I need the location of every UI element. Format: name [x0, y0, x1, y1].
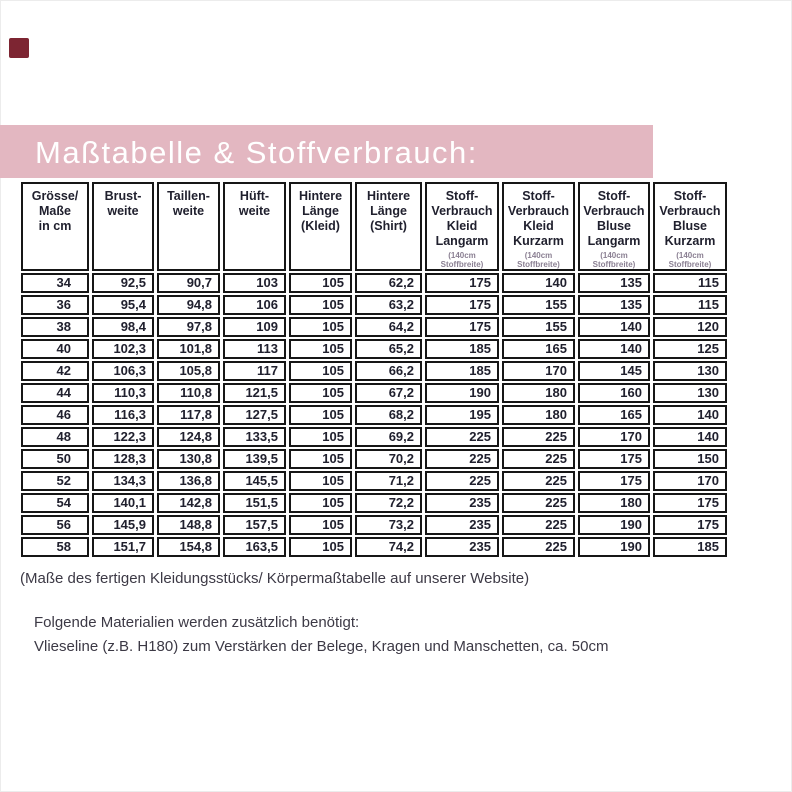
table-cell: 170: [653, 471, 727, 491]
column-header: Hintere Länge (Shirt): [355, 182, 422, 271]
table-header-row: [21, 182, 727, 271]
table-row: [21, 295, 727, 315]
table-cell: 115: [653, 273, 727, 293]
table-cell: 105: [289, 449, 352, 469]
table-cell: 105: [289, 537, 352, 557]
table-row: [21, 493, 727, 513]
column-header: Taillen- weite: [157, 182, 220, 271]
table-cell: 175: [653, 493, 727, 513]
table-cell: 140,1: [92, 493, 154, 513]
size-cell: 52: [21, 471, 89, 491]
size-cell: 46: [21, 405, 89, 425]
column-header: Grösse/ Maße in cm: [21, 182, 89, 271]
column-header-subnote: (140cm Stoffbreite): [517, 251, 560, 269]
table-cell: 148,8: [157, 515, 220, 535]
table-cell: 155: [502, 295, 575, 315]
table-cell: 101,8: [157, 339, 220, 359]
table-cell: 225: [425, 427, 499, 447]
table-cell: 69,2: [355, 427, 422, 447]
column-header-subnote: (140cm Stoffbreite): [592, 251, 636, 269]
table-row: [21, 427, 727, 447]
table-cell: 67,2: [355, 383, 422, 403]
column-header: Hüft- weite: [223, 182, 286, 271]
table-cell: 110,3: [92, 383, 154, 403]
table-cell: 157,5: [223, 515, 286, 535]
table-cell: 185: [653, 537, 727, 557]
table-cell: 113: [223, 339, 286, 359]
table-cell: 105: [289, 317, 352, 337]
table-cell: 106,3: [92, 361, 154, 381]
table-cell: 109: [223, 317, 286, 337]
size-cell: 34: [21, 273, 89, 293]
table-cell: 175: [425, 295, 499, 315]
table-cell: 160: [578, 383, 650, 403]
column-header-subnote: (140cm Stoffbreite): [440, 251, 484, 269]
table-cell: 145,5: [223, 471, 286, 491]
table-cell: 225: [425, 471, 499, 491]
table-cell: 170: [502, 361, 575, 381]
table-cell: 154,8: [157, 537, 220, 557]
table-cell: 190: [578, 537, 650, 557]
table-cell: 175: [425, 317, 499, 337]
title-band: [0, 125, 653, 178]
table-cell: 175: [578, 449, 650, 469]
table-row: [21, 339, 727, 359]
table-cell: 185: [425, 339, 499, 359]
materials-detail: Vlieseline (z.B. H180) zum Verstärken der Belege, Kragen und Manschetten, ca. 50cm: [34, 638, 609, 655]
table-cell: 94,8: [157, 295, 220, 315]
table-cell: 235: [425, 493, 499, 513]
column-header-subnote: (140cm Stoffbreite): [668, 251, 712, 269]
table-cell: 175: [425, 273, 499, 293]
table-cell: 170: [578, 427, 650, 447]
table-cell: 73,2: [355, 515, 422, 535]
table-row: [21, 317, 727, 337]
table-cell: 105: [289, 339, 352, 359]
table-cell: 235: [425, 515, 499, 535]
table-cell: 165: [578, 405, 650, 425]
table-row: [21, 471, 727, 491]
table-cell: 105: [289, 405, 352, 425]
table-cell: 140: [653, 427, 727, 447]
table-footnote: (Maße des fertigen Kleidungsstücks/ Körpermaßtabelle auf unserer Website): [20, 570, 530, 587]
table-row: [21, 449, 727, 469]
table-cell: 90,7: [157, 273, 220, 293]
table-cell: 105: [289, 427, 352, 447]
table-cell: 235: [425, 537, 499, 557]
table-cell: 72,2: [355, 493, 422, 513]
table-cell: 151,7: [92, 537, 154, 557]
table-cell: 225: [425, 449, 499, 469]
table-cell: 155: [502, 317, 575, 337]
table-cell: 175: [578, 471, 650, 491]
table-cell: 225: [502, 515, 575, 535]
table-cell: 130: [653, 361, 727, 381]
table-cell: 106: [223, 295, 286, 315]
table-cell: 139,5: [223, 449, 286, 469]
table-cell: 97,8: [157, 317, 220, 337]
table-cell: 190: [425, 383, 499, 403]
column-header: Brust- weite: [92, 182, 154, 271]
corner-marker: [9, 38, 29, 58]
column-header: Stoff- Verbrauch Bluse Langarm (140cm Stoffbreite): [578, 182, 650, 271]
table-cell: 105: [289, 361, 352, 381]
table-cell: 225: [502, 471, 575, 491]
table-cell: 117: [223, 361, 286, 381]
table-row: [21, 515, 727, 535]
table-cell: 62,2: [355, 273, 422, 293]
table-cell: 105: [289, 383, 352, 403]
table-cell: 66,2: [355, 361, 422, 381]
table-cell: 225: [502, 427, 575, 447]
table-cell: 105: [289, 295, 352, 315]
table-cell: 95,4: [92, 295, 154, 315]
table-cell: 122,3: [92, 427, 154, 447]
column-header: Hintere Länge (Kleid): [289, 182, 352, 271]
table-cell: 71,2: [355, 471, 422, 491]
table-cell: 105: [289, 471, 352, 491]
table-cell: 135: [578, 295, 650, 315]
table-cell: 134,3: [92, 471, 154, 491]
size-cell: 42: [21, 361, 89, 381]
table-cell: 180: [502, 383, 575, 403]
table-cell: 128,3: [92, 449, 154, 469]
table-cell: 102,3: [92, 339, 154, 359]
materials-heading: Folgende Materialien werden zusätzlich benötigt:: [34, 614, 360, 631]
table-cell: 185: [425, 361, 499, 381]
table-cell: 130: [653, 383, 727, 403]
size-cell: 50: [21, 449, 89, 469]
table-cell: 225: [502, 449, 575, 469]
table-cell: 145,9: [92, 515, 154, 535]
table-row: [21, 537, 727, 557]
table-cell: 180: [502, 405, 575, 425]
table-cell: 116,3: [92, 405, 154, 425]
table-cell: 74,2: [355, 537, 422, 557]
table-cell: 63,2: [355, 295, 422, 315]
table-cell: 163,5: [223, 537, 286, 557]
size-cell: 54: [21, 493, 89, 513]
size-cell: 38: [21, 317, 89, 337]
table-cell: 92,5: [92, 273, 154, 293]
table-cell: 150: [653, 449, 727, 469]
size-table: [18, 180, 730, 559]
table-cell: 117,8: [157, 405, 220, 425]
table-row: [21, 273, 727, 293]
table-cell: 190: [578, 515, 650, 535]
table-cell: 151,5: [223, 493, 286, 513]
table-cell: 105: [289, 273, 352, 293]
table-cell: 121,5: [223, 383, 286, 403]
table-cell: 70,2: [355, 449, 422, 469]
table-cell: 135: [578, 273, 650, 293]
size-cell: 44: [21, 383, 89, 403]
column-header: Stoff- Verbrauch Kleid Langarm (140cm Stoffbreite): [425, 182, 499, 271]
size-cell: 48: [21, 427, 89, 447]
table-cell: 130,8: [157, 449, 220, 469]
table-cell: 115: [653, 295, 727, 315]
table-row: [21, 383, 727, 403]
table-cell: 127,5: [223, 405, 286, 425]
table-cell: 103: [223, 273, 286, 293]
table-cell: 105,8: [157, 361, 220, 381]
table-cell: 195: [425, 405, 499, 425]
table-cell: 124,8: [157, 427, 220, 447]
column-header: Stoff- Verbrauch Bluse Kurzarm (140cm Stoffbreite): [653, 182, 727, 271]
table-cell: 140: [502, 273, 575, 293]
table-cell: 105: [289, 515, 352, 535]
table-cell: 133,5: [223, 427, 286, 447]
size-cell: 56: [21, 515, 89, 535]
table-cell: 145: [578, 361, 650, 381]
table-cell: 98,4: [92, 317, 154, 337]
page-title: Maßtabelle & Stoffverbrauch:: [35, 135, 478, 170]
table-cell: 140: [578, 317, 650, 337]
table-cell: 68,2: [355, 405, 422, 425]
table-cell: 140: [653, 405, 727, 425]
table-cell: 120: [653, 317, 727, 337]
column-header: Stoff- Verbrauch Kleid Kurzarm (140cm Stoffbreite): [502, 182, 575, 271]
table-cell: 105: [289, 493, 352, 513]
size-cell: 40: [21, 339, 89, 359]
size-cell: 36: [21, 295, 89, 315]
table-cell: 136,8: [157, 471, 220, 491]
table-cell: 125: [653, 339, 727, 359]
table-cell: 64,2: [355, 317, 422, 337]
table-cell: 165: [502, 339, 575, 359]
table-cell: 110,8: [157, 383, 220, 403]
table-cell: 180: [578, 493, 650, 513]
table-cell: 175: [653, 515, 727, 535]
table-row: [21, 361, 727, 381]
table-row: [21, 405, 727, 425]
table-cell: 142,8: [157, 493, 220, 513]
table-cell: 225: [502, 537, 575, 557]
table-cell: 140: [578, 339, 650, 359]
table-cell: 65,2: [355, 339, 422, 359]
size-cell: 58: [21, 537, 89, 557]
table-cell: 225: [502, 493, 575, 513]
